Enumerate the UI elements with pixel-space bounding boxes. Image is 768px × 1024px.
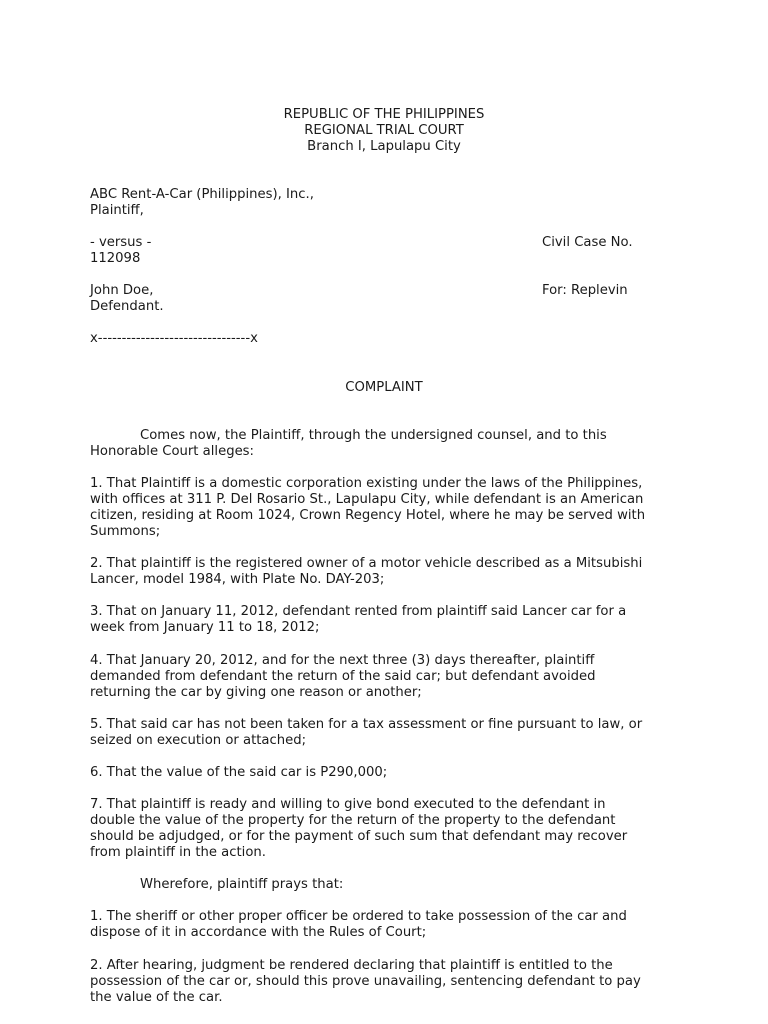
defendant-name: John Doe, (90, 283, 154, 298)
allegation-line: 6. That the value of the said car is P290,000; (90, 765, 388, 780)
intro-line-1: Comes now, the Plaintiff, through the undersigned counsel, and to this (140, 428, 607, 443)
allegation-line: returning the car by giving one reason or another; (90, 685, 422, 700)
plaintiff-name: ABC Rent-A-Car (Philippines), Inc., (90, 187, 314, 202)
allegation-line: 3. That on January 11, 2012, defendant rented from plaintiff said Lancer car for a (90, 604, 627, 619)
civil-case-label: Civil Case No. (542, 235, 633, 250)
document-title: COMPLAINT (345, 380, 423, 395)
allegation-line: Lancer, model 1984, with Plate No. DAY-203; (90, 572, 385, 587)
allegation-line: demanded from defendant the return of the said car; but defendant avoided (90, 669, 596, 684)
allegation-line: 2. That plaintiff is the registered owner of a motor vehicle described as a Mitsubishi (90, 556, 643, 571)
header-branch: Branch I, Lapulapu City (307, 139, 461, 154)
plaintiff-role: Plaintiff, (90, 203, 144, 218)
header-court: REGIONAL TRIAL COURT (304, 123, 464, 138)
versus-label: - versus - (90, 235, 152, 250)
prayer-line: 2. After hearing, judgment be rendered declaring that plaintiff is entitled to the (90, 958, 613, 973)
allegation-line: with offices at 311 P. Del Rosario St., Lapulapu City, while defendant is an American (90, 492, 644, 507)
allegation-line: seized on execution or attached; (90, 733, 307, 748)
prayer-line: the value of the car. (90, 990, 223, 1005)
prayer-line: dispose of it in accordance with the Rules of Court; (90, 925, 427, 940)
allegation-line: 1. That Plaintiff is a domestic corporation existing under the laws of the Philippines, (90, 476, 643, 491)
allegation-line: citizen, residing at Room 1024, Crown Regency Hotel, where he may be served with (90, 508, 646, 523)
allegation-line: week from January 11 to 18, 2012; (90, 620, 320, 635)
prayer-line: 1. The sheriff or other proper officer be ordered to take possession of the car and (90, 909, 627, 924)
allegation-line: 4. That January 20, 2012, and for the next three (3) days thereafter, plaintiff (90, 653, 595, 668)
case-nature: For: Replevin (542, 283, 628, 298)
allegation-line: should be adjudged, or for the payment of such sum that defendant may recover (90, 829, 628, 844)
allegation-line: Summons; (90, 524, 161, 539)
caption-separator: x--------------------------------x (90, 331, 258, 346)
intro-line-2: Honorable Court alleges: (90, 444, 254, 459)
allegation-line: 5. That said car has not been taken for a tax assessment or fine pursuant to law, or (90, 717, 643, 732)
defendant-role: Defendant. (90, 299, 164, 314)
civil-case-number: 112098 (90, 251, 141, 266)
allegation-line: double the value of the property for the return of the property to the defendant (90, 813, 616, 828)
prayer-intro: Wherefore, plaintiff prays that: (140, 877, 344, 892)
allegation-line: from plaintiff in the action. (90, 845, 266, 860)
allegation-line: 7. That plaintiff is ready and willing to give bond executed to the defendant in (90, 797, 606, 812)
prayer-line: possession of the car or, should this prove unavailing, sentencing defendant to pay (90, 974, 641, 989)
header-republic: REPUBLIC OF THE PHILIPPINES (283, 107, 485, 122)
